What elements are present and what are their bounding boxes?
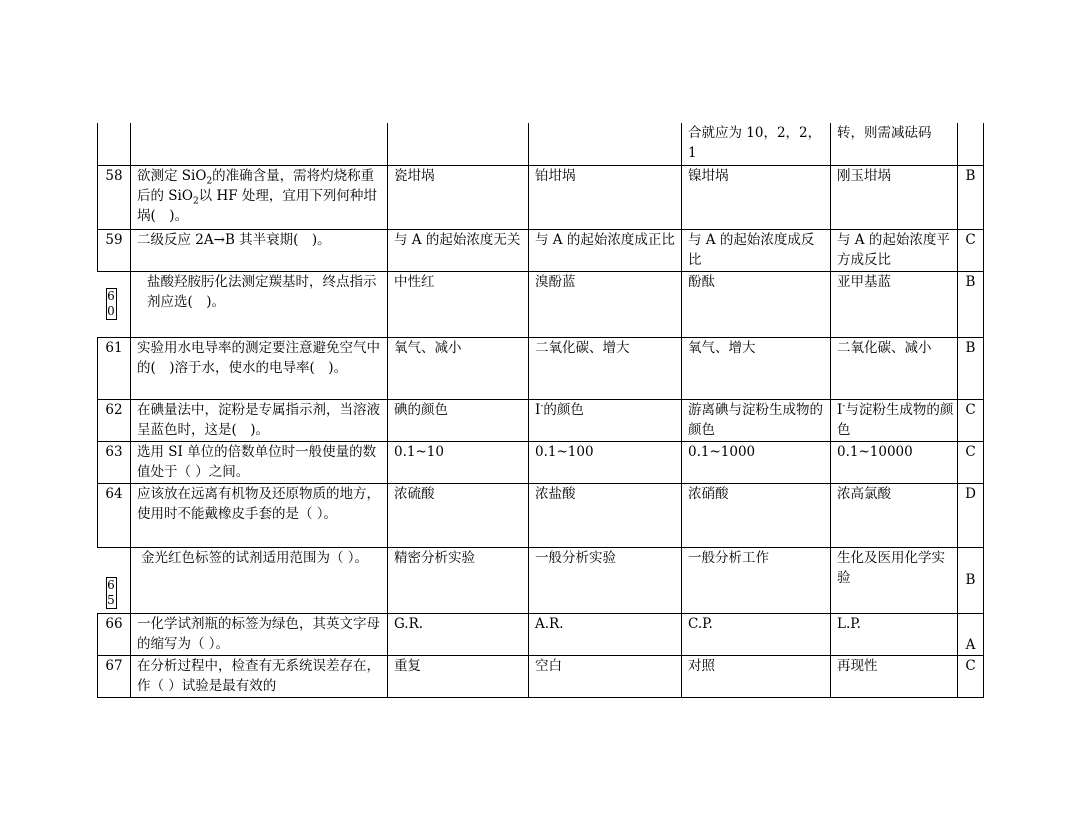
question-text [131, 123, 388, 165]
answer: D [958, 483, 984, 547]
answer [958, 123, 984, 165]
option-b: 铂坩埚 [529, 165, 682, 229]
table-row [98, 123, 984, 165]
answer: C [958, 229, 984, 271]
question-number: 63 [98, 441, 131, 483]
option-a: 精密分析实验 [388, 547, 529, 613]
option-c: 镍坩埚 [682, 165, 831, 229]
question-number: 62 [98, 399, 131, 441]
answer: B [958, 547, 984, 613]
question-table-page [97, 123, 983, 698]
answer: B [958, 271, 984, 337]
question-text: 一化学试剂瓶的标签为绿色，其英文字母的缩写为（ ）。 [131, 613, 388, 655]
option-d: L.P. [831, 613, 958, 655]
option-b: I-的颜色 [529, 399, 682, 441]
question-number: 66 [98, 613, 131, 655]
table-row [98, 337, 984, 399]
option-b: A.R. [529, 613, 682, 655]
option-c: 氧气、增大 [682, 337, 831, 399]
table-row [98, 399, 984, 441]
option-d: 浓高氯酸 [831, 483, 958, 547]
option-b: 空白 [529, 655, 682, 697]
table-row [98, 441, 984, 483]
option-a: 重复 [388, 655, 529, 697]
option-c: C.P. [682, 613, 831, 655]
option-d: 与 A 的起始浓度平方成反比 [831, 229, 958, 271]
question-number [98, 123, 131, 165]
option-c: 酚酞 [682, 271, 831, 337]
table-row [98, 655, 984, 697]
option-a: G.R. [388, 613, 529, 655]
table-row [98, 547, 984, 613]
answer: C [958, 441, 984, 483]
option-d: 刚玉坩埚 [831, 165, 958, 229]
question-table [97, 123, 984, 698]
option-a: 中性红 [388, 271, 529, 337]
question-text: 金光红色标签的试剂适用范围为（ ）。 [131, 547, 388, 613]
answer: B [958, 165, 984, 229]
table-row [98, 613, 984, 655]
answer: C [958, 655, 984, 697]
option-a: 瓷坩埚 [388, 165, 529, 229]
option-d: 再现性 [831, 655, 958, 697]
option-a: 碘的颜色 [388, 399, 529, 441]
option-a: 0.1~10 [388, 441, 529, 483]
option-a: 与 A 的起始浓度无关 [388, 229, 529, 271]
option-a [388, 123, 529, 165]
option-c: 对照 [682, 655, 831, 697]
option-b: 0.1~100 [529, 441, 682, 483]
question-number-box: 6 0 [107, 288, 115, 318]
option-b: 二氧化碳、增大 [529, 337, 682, 399]
question-text: 选用 SI 单位的倍数单位时一般使量的数值处于（ ）之间。 [131, 441, 388, 483]
option-d: 转，则需减砝码 [831, 123, 958, 165]
question-text: 实验用水电导率的测定要注意避免空气中的( )溶于水，使水的电导率( )。 [131, 337, 388, 399]
question-text: 欲测定 SiO$_2$的准确含量，需将灼烧称重后的 SiO$_2$以 HF 处理，宜用下列何种坩埚( )。 [131, 165, 388, 229]
option-d: 0.1~10000 [831, 441, 958, 483]
option-c: 一般分析工作 [682, 547, 831, 613]
question-number: 58 [98, 165, 131, 229]
question-number: 59 [98, 229, 131, 271]
option-a: 氧气、减小 [388, 337, 529, 399]
option-d: 亚甲基蓝 [831, 271, 958, 337]
question-number: 61 [98, 337, 131, 399]
question-text: 在分析过程中，检查有无系统误差存在，作（ ）试验是最有效的 [131, 655, 388, 697]
answer: A [958, 613, 984, 655]
question-text: 应该放在远离有机物及还原物质的地方，使用时不能戴橡皮手套的是（ ）。 [131, 483, 388, 547]
table-row [98, 165, 984, 229]
table-row [98, 483, 984, 547]
table-row [98, 271, 984, 337]
option-a: 浓硫酸 [388, 483, 529, 547]
option-b: 一般分析实验 [529, 547, 682, 613]
table-row [98, 229, 984, 271]
answer: C [958, 399, 984, 441]
option-c: 合就应为 10，2，2，1 [682, 123, 831, 165]
option-c: 0.1~1000 [682, 441, 831, 483]
question-number: 67 [98, 655, 131, 697]
option-b [529, 123, 682, 165]
option-d: 二氧化碳、减小 [831, 337, 958, 399]
option-b: 浓盐酸 [529, 483, 682, 547]
option-c: 浓硝酸 [682, 483, 831, 547]
option-d: I-与淀粉生成物的颜色 [831, 399, 958, 441]
question-text: 在碘量法中，淀粉是专属指示剂，当溶液呈蓝色时，这是( )。 [131, 399, 388, 441]
question-number [98, 271, 131, 337]
answer: B [958, 337, 984, 399]
option-c: 与 A 的起始浓度成反比 [682, 229, 831, 271]
option-b: 溴酚蓝 [529, 271, 682, 337]
question-text: 盐酸羟胺肟化法测定羰基时，终点指示剂应选( )。 [131, 271, 388, 337]
option-b: 与 A 的起始浓度成正比 [529, 229, 682, 271]
question-number: 64 [98, 483, 131, 547]
question-number [98, 547, 131, 613]
option-c: 游离碘与淀粉生成物的颜色 [682, 399, 831, 441]
question-text: 二级反应 2A→B 其半衰期( )。 [131, 229, 388, 271]
question-number-box: 6 5 [107, 577, 115, 607]
option-d: 生化及医用化学实验 [831, 547, 958, 613]
